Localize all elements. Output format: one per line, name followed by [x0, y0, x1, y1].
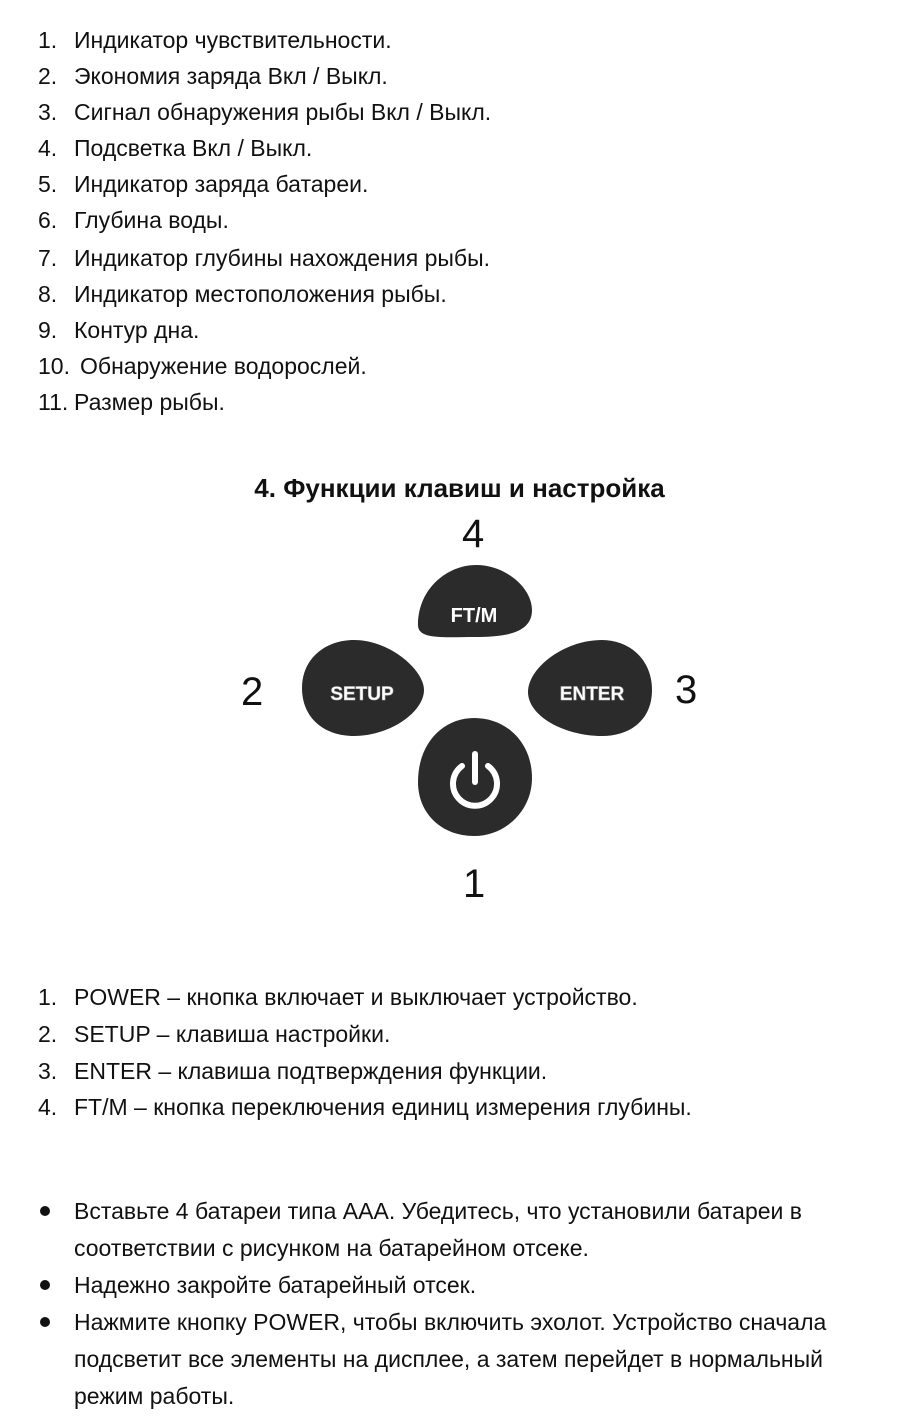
power-button[interactable]	[418, 718, 532, 836]
list-number: 11.	[38, 389, 69, 415]
bullet-text	[74, 1193, 904, 1267]
ftm-button[interactable]	[418, 565, 532, 637]
list-text: Экономия заряда Вкл / Выкл.	[74, 63, 388, 89]
list-number: 1.	[38, 27, 58, 53]
list-number: 10.	[38, 353, 70, 379]
list-text: Глубина воды.	[74, 207, 229, 233]
bullet-item	[0, 1304, 919, 1415]
bullet-line: Надежно закройте батарейный отсек.	[74, 1272, 477, 1298]
bullet-line: Нажмите кнопку POWER, чтобы включить эхолот. Устройство сначала	[74, 1309, 827, 1335]
list-text: Индикатор чувствительности.	[74, 27, 392, 53]
setup-button[interactable]	[302, 640, 424, 736]
bullet-dot	[40, 1280, 50, 1290]
key-number-label: 2	[241, 670, 264, 714]
key-number-label: 3	[675, 668, 698, 712]
list-text: ENTER – клавиша подтверждения функции.	[74, 1058, 548, 1084]
key-number-label: 1	[463, 862, 486, 906]
enter-label: ENTER	[559, 684, 625, 705]
bullet-line: подсветит все элементы на дисплее, а затем перейдет в нормальный	[74, 1346, 824, 1372]
list-text: Индикатор местоположения рыбы.	[74, 281, 447, 307]
ftm-label: FT/M	[450, 605, 498, 627]
keypad-diagram	[230, 510, 710, 910]
list-text: Сигнал обнаружения рыбы Вкл / Выкл.	[74, 99, 492, 125]
list-number: 4.	[38, 135, 58, 161]
list-number: 4.	[38, 1094, 58, 1120]
bullet-item	[0, 1193, 919, 1267]
bullet-line: соответствии с рисунком на батарейном отсеке.	[74, 1235, 589, 1261]
list-text: POWER – кнопка включает и выключает устройство.	[74, 984, 638, 1010]
bullet-line: режим работы.	[74, 1383, 235, 1409]
list-text: Индикатор заряда батареи.	[74, 171, 369, 197]
list-number: 9.	[38, 317, 58, 343]
setup-label: SETUP	[330, 684, 394, 705]
list-number: 3.	[38, 99, 58, 125]
list-text: Контур дна.	[74, 317, 200, 343]
list-number: 6.	[38, 207, 58, 233]
list-text: Размер рыбы.	[74, 389, 225, 415]
list-text: Подсветка Вкл / Выкл.	[74, 135, 313, 161]
list-number: 5.	[38, 171, 58, 197]
bullet-text	[74, 1304, 904, 1415]
list-number: 1.	[38, 984, 58, 1010]
bullet-item	[0, 1267, 919, 1304]
bullet-dot	[40, 1317, 50, 1327]
key-number-label: 4	[462, 512, 485, 556]
list-number: 2.	[38, 63, 58, 89]
list-number: 3.	[38, 1058, 58, 1084]
list-text: SETUP – клавиша настройки.	[74, 1021, 391, 1047]
list-text: Индикатор глубины нахождения рыбы.	[74, 245, 490, 271]
bullet-line: Вставьте 4 батареи типа AAA. Убедитесь, что установили батареи в	[74, 1198, 803, 1224]
list-text: FT/M – кнопка переключения единиц измерения глубины.	[74, 1094, 692, 1120]
bullet-text	[74, 1267, 904, 1304]
bullet-dot	[40, 1206, 50, 1216]
list-number: 2.	[38, 1021, 58, 1047]
section-heading: 4. Функции клавиш и настройка	[254, 473, 665, 503]
list-text: Обнаружение водорослей.	[80, 353, 367, 379]
list-number: 7.	[38, 245, 58, 271]
keypad-buttons	[230, 510, 710, 910]
enter-button[interactable]	[528, 640, 652, 736]
list-number: 8.	[38, 281, 58, 307]
